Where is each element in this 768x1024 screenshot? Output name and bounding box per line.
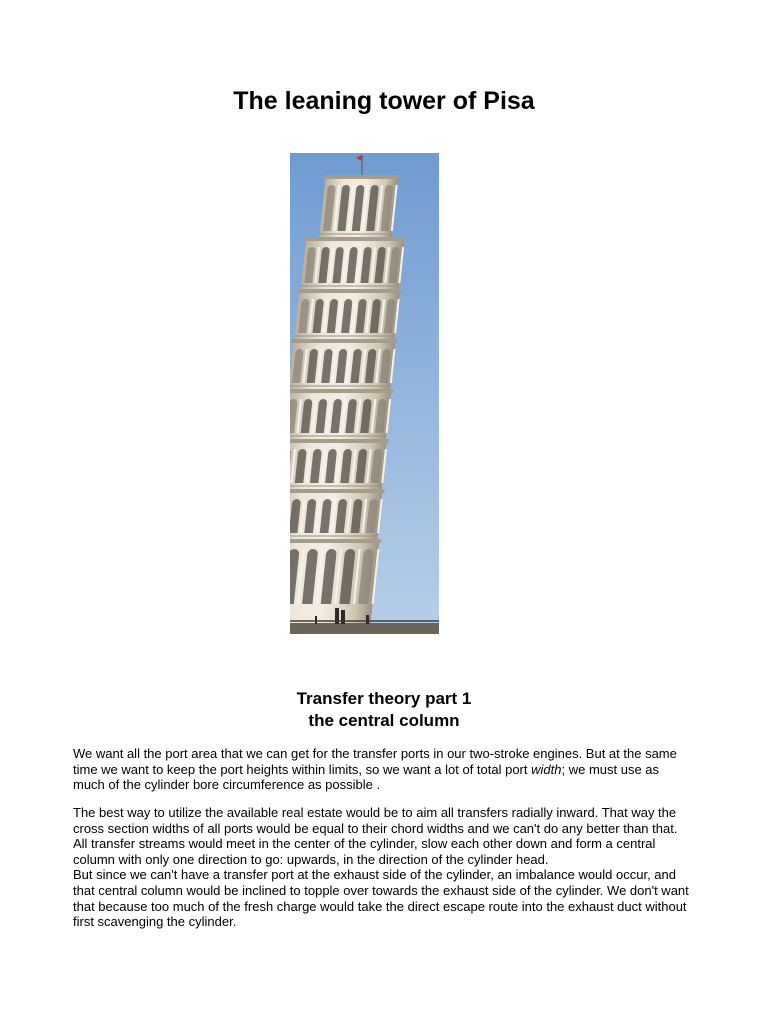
page-title: The leaning tower of Pisa: [233, 87, 535, 115]
tower-cornice: [290, 489, 385, 493]
section-heading-line1: Transfer theory part 1: [296, 689, 472, 708]
paragraph-1-text: We want all the port area that we can get for the transfer ports in our two-stroke engines. But at the same time we want to keep the port heights within limits, so we want a lot of total port: [73, 746, 677, 777]
leaning-tower-photo: [290, 153, 439, 634]
paragraph-2: [73, 805, 693, 930]
tower-cornice: [290, 389, 393, 393]
tower-cornice: [290, 539, 381, 543]
tower-cornice: [291, 339, 397, 343]
paragraph-2-part-1: The best way to utilize the available real estate would be to aim all transfers radially inward. That way the cross section widths of all ports would be equal to their chord widths and we can't do any better than that. All transfer streams would meet in the center of the cylinder, slow each other down and form a central column with only one direction to go: upwards, in the direction of the cylinder head.: [73, 805, 678, 867]
tower-cornice: [297, 289, 401, 293]
ground: [290, 623, 439, 634]
tower-cornice: [304, 237, 406, 241]
paragraph-1-text-end: ; we must use as much of the cylinder bore circumference as possible .: [73, 761, 660, 793]
paragraph-2-part-2: But since we can't have a transfer port at the exhaust side of the cylinder, an imbalance would occur, and that central column would be inclined to topple over towards the exhaust side of the cylinder. We don't want that because too much of the fresh charge would take the direct escape route into the exhaust duct without first scavenging the cylinder.: [73, 867, 689, 930]
paragraph-1: [73, 746, 693, 793]
tower-cornice: [323, 175, 399, 179]
section-heading-line2: the central column: [308, 711, 460, 730]
paragraph-1-emphasis: width: [531, 761, 562, 777]
section-heading: [0, 688, 768, 732]
tower-cornice: [290, 439, 389, 443]
